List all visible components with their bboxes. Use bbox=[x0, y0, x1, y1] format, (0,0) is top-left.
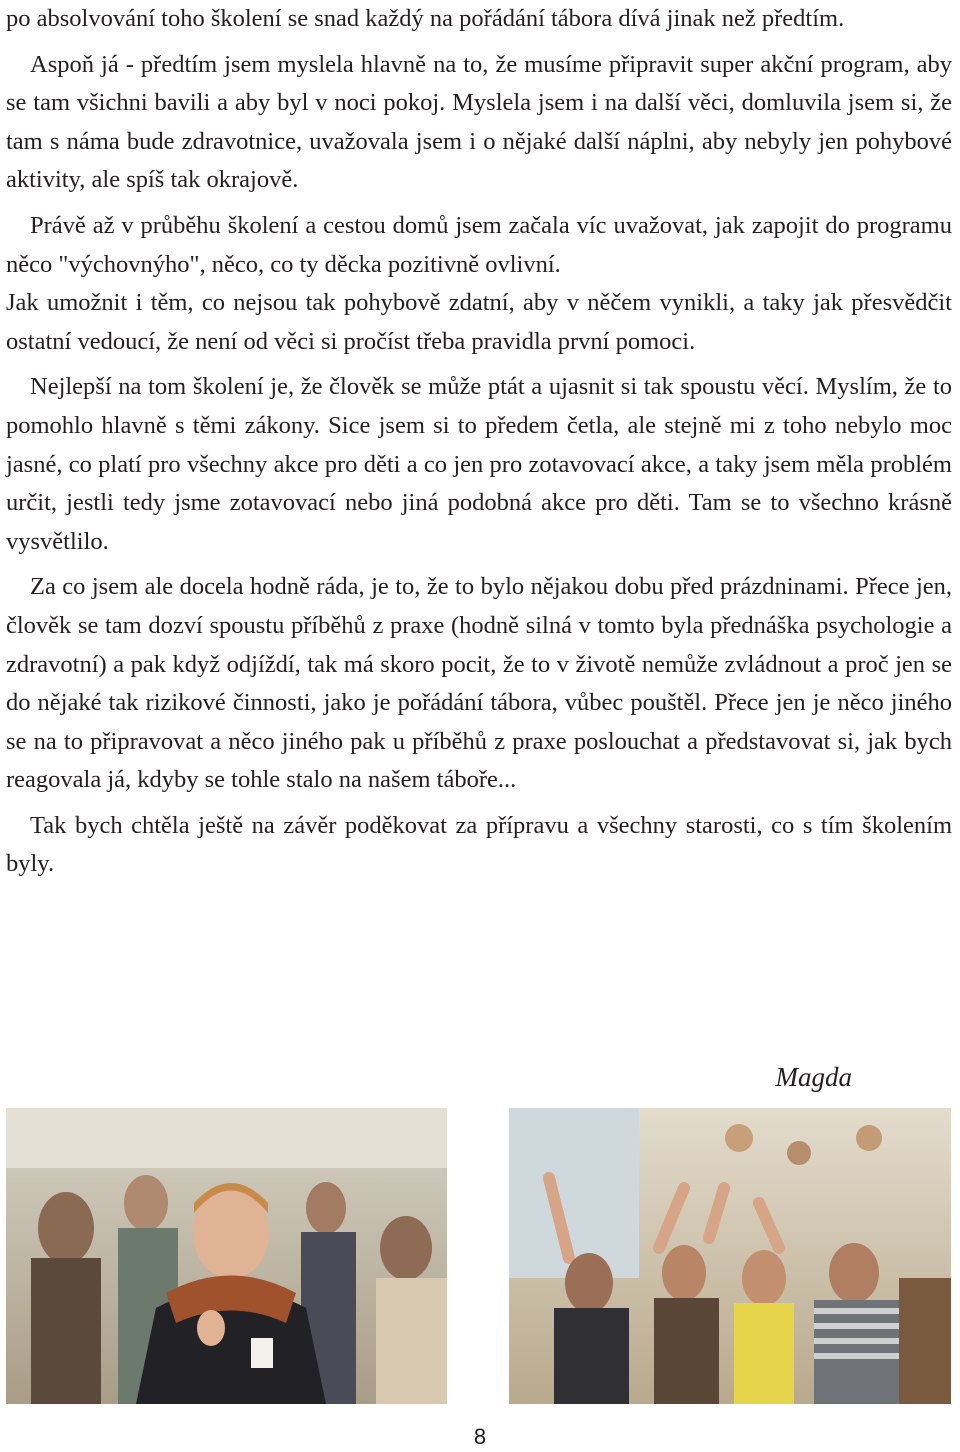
paragraph: Za co jsem ale docela hodně ráda, je to, že to bylo nějakou dobu před prázdninami. Přece jen, člověk se tam dozví spoustu příběhů z praxe (hodně silná v tomto byla přednáška psychologie a zdravotní) a pak když odjíždí, tak má skoro pocit, že to v životě nemůže zvládnout a proč jen se do nějaké tak rizikové činnosti, jako je pořádání tábora, vůbec pouštěl. Přece jen je něco jiného se na to připravovat a něco jiného pak u příběhů z praxe poslouchat a představovat si, jak bych reagovala já, kdyby se tohle stalo na našem táboře... bbox=[6, 573, 952, 794]
author-signature: Magda bbox=[775, 1062, 852, 1092]
paragraph: po absolvování toho školení se snad každý na pořádání tábora dívá jinak než předtím. bbox=[6, 5, 845, 32]
paragraph: Tak bych chtěla ještě na závěr poděkovat za přípravu a všechny starosti, co s tím školením byly. bbox=[6, 811, 952, 878]
paragraph: Právě až v průběhu školení a cestou domů jsem začala víc uvažovat, jak zapojit do programu něco "výchovnýho", něco, co ty děcka pozitivně ovlivní. bbox=[6, 211, 952, 278]
page-number: 8 bbox=[473, 1424, 487, 1449]
article-body bbox=[6, 0, 952, 891]
paragraph: Jak umožnit i těm, co nejsou tak pohybově zdatní, aby v něčem vynikli, a taky jak přesvědčit ostatní vedoucí, že není od věci si pročíst třeba pravidla první pomoci. bbox=[6, 289, 952, 355]
photo-workshop-right bbox=[509, 1108, 951, 1404]
paragraph: Aspoň já - předtím jsem myslela hlavně na to, že musíme připravit super akční program, aby se tam všichni bavili a aby byl v noci pokoj. Myslela jsem i na další věci, domluvila jsem si, že tam s náma bude zdravotnice, uvažovala jsem i o nějaké další náplni, aby nebyly jen pohybové aktivity, ale spíš tak okrajově. bbox=[6, 50, 952, 194]
photo-workshop-left bbox=[6, 1108, 447, 1404]
paragraph: Nejlepší na tom školení je, že člověk se může ptát a ujasnit si tak spoustu věcí. Myslím, že to pomohlo hlavně s těmi zákony. Sice jsem si to předem četla, ale stejně mi z toho nebylo moc jasné, co platí pro všechny akce pro děti a co jen pro zotavovací akce, a taky jsem měla problém určit, jestli tedy jsme zotavovací nebo jiná podobná akce pro děti. Tam se to všechno krásně vysvětlilo. bbox=[6, 373, 952, 555]
